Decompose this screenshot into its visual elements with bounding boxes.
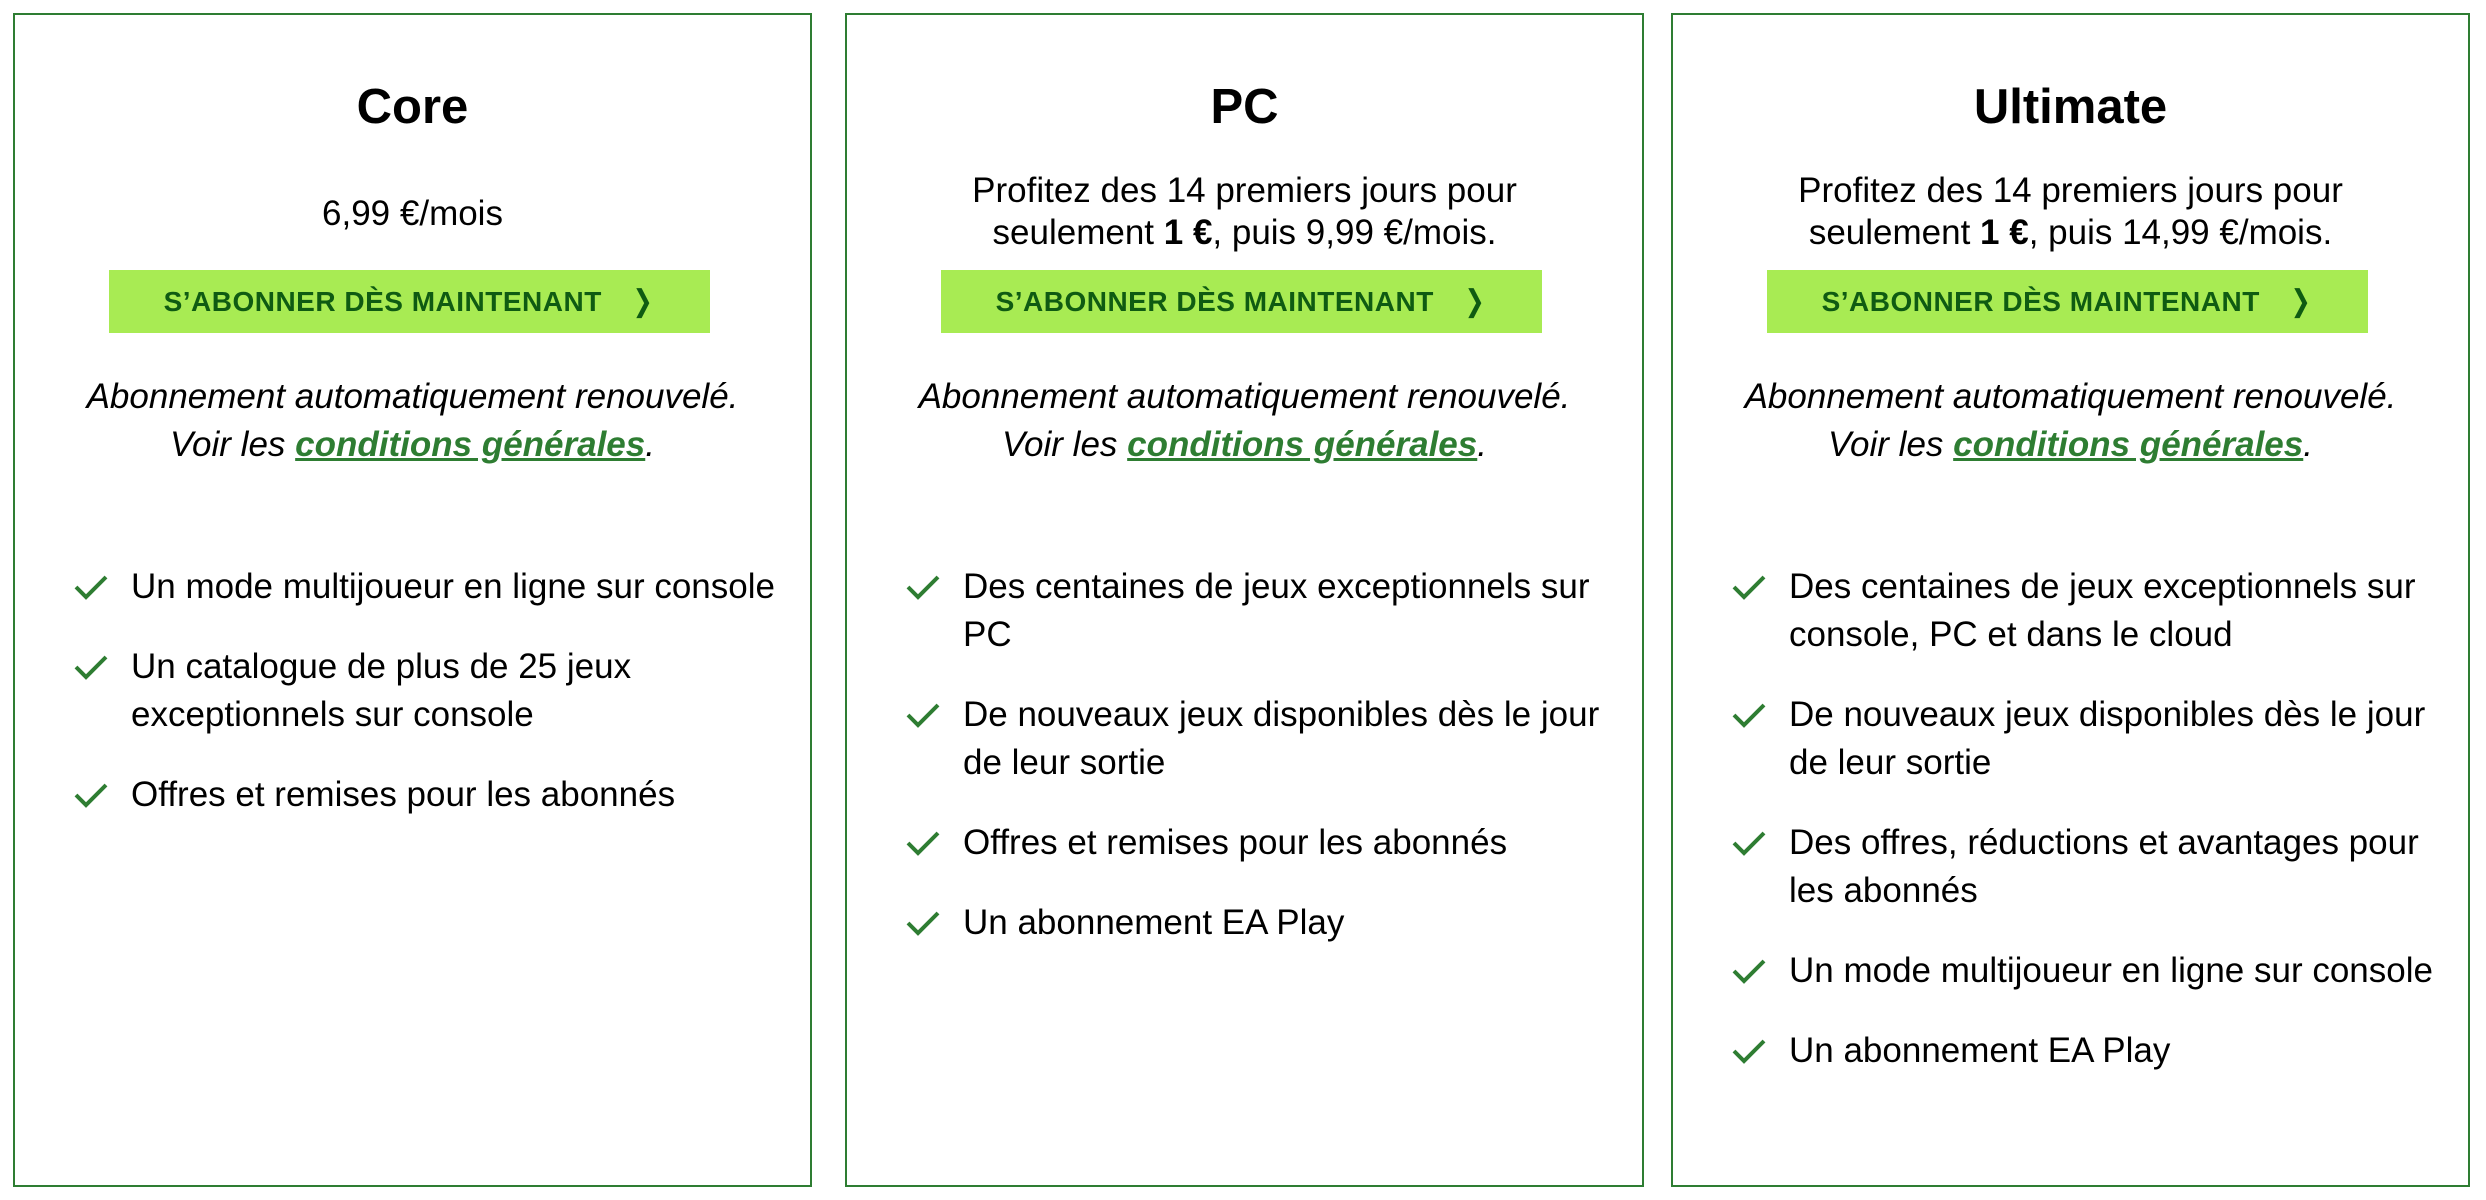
terms-link[interactable]: conditions générales (1127, 425, 1478, 464)
terms-suffix: . (1477, 425, 1487, 464)
check-icon (905, 701, 941, 729)
feature-list (905, 563, 1622, 979)
feature-item (905, 899, 1622, 947)
terms-suffix: . (645, 425, 655, 464)
feature-text: De nouveaux jeux disponibles dès le jour de leur sortie (1789, 695, 2426, 782)
feature-item (73, 771, 790, 819)
terms-line (867, 421, 1622, 469)
plan-title: PC (1210, 80, 1279, 134)
feature-text: De nouveaux jeux disponibles dès le jour de leur sortie (963, 695, 1600, 782)
subscribe-now-button[interactable] (109, 270, 710, 333)
check-icon (905, 909, 941, 937)
price-prefix: Profitez des 14 premiers jours pour seulement (972, 171, 1517, 252)
feature-item (1731, 691, 2448, 787)
renewal-text: Abonnement automatiquement renouvelé. (918, 377, 1571, 416)
terms-link[interactable]: conditions générales (1953, 425, 2304, 464)
feature-item (1731, 819, 2448, 915)
renewal-text: Abonnement automatiquement renouvelé. (1744, 377, 2397, 416)
plan-card-ultimate (1671, 13, 2470, 1187)
feature-text: Un abonnement EA Play (963, 903, 1345, 942)
feature-item (73, 563, 790, 611)
renewal-note (35, 373, 790, 469)
feature-item (1731, 947, 2448, 995)
terms-line (1693, 421, 2448, 469)
subscribe-button-label: S’ABONNER DÈS MAINTENANT (163, 285, 602, 317)
feature-text: Offres et remises pour les abonnés (963, 823, 1508, 862)
subscribe-button-label: S’ABONNER DÈS MAINTENANT (995, 285, 1434, 317)
check-icon (73, 781, 109, 809)
check-icon (905, 573, 941, 601)
feature-text: Un mode multijoueur en ligne sur console (1789, 951, 2433, 990)
price-bold: 1 € (1980, 213, 2029, 252)
price-bold: 1 € (1163, 213, 1213, 252)
feature-item (1731, 1027, 2448, 1075)
feature-list (1731, 563, 2448, 1107)
price-suffix: , puis 14,99 €/mois. (2028, 213, 2333, 252)
terms-prefix: Voir les (170, 425, 296, 464)
feature-item (905, 563, 1622, 659)
check-icon (73, 653, 109, 681)
feature-text: Un abonnement EA Play (1789, 1031, 2171, 1070)
terms-line (35, 421, 790, 469)
subscribe-button-label: S’ABONNER DÈS MAINTENANT (1821, 285, 2260, 317)
chevron-right-icon: ❯ (1464, 285, 1485, 318)
plan-title: Ultimate (1973, 80, 2168, 134)
check-icon (1731, 573, 1767, 601)
plan-price: 6,99 €/mois (322, 194, 503, 233)
feature-item (905, 691, 1622, 787)
plan-title: Core (356, 80, 469, 134)
check-icon (1731, 957, 1767, 985)
feature-text: Des centaines de jeux exceptionnels sur PC (963, 567, 1590, 654)
feature-item (1731, 563, 2448, 659)
feature-text: Offres et remises pour les abonnés (131, 775, 676, 814)
check-icon (1731, 829, 1767, 857)
plan-card-pc (845, 13, 1644, 1187)
terms-prefix: Voir les (1828, 425, 1954, 464)
feature-item (73, 643, 790, 739)
check-icon (1731, 1037, 1767, 1065)
chevron-right-icon: ❯ (2290, 285, 2311, 318)
plan-card-core (13, 13, 812, 1187)
subscribe-now-button[interactable] (941, 270, 1542, 333)
price-prefix: Profitez des 14 premiers jours pour seulement (1798, 171, 2343, 252)
terms-prefix: Voir les (1002, 425, 1128, 464)
feature-text: Un mode multijoueur en ligne sur console (131, 567, 775, 606)
feature-item (905, 819, 1622, 867)
plan-price (1713, 170, 2428, 254)
check-icon (905, 829, 941, 857)
check-icon (1731, 701, 1767, 729)
renewal-note (867, 373, 1622, 469)
feature-list (73, 563, 790, 851)
terms-suffix: . (2303, 425, 2313, 464)
price-suffix: , puis 9,99 €/mois. (1212, 213, 1497, 252)
feature-text: Des offres, réductions et avantages pour les abonnés (1789, 823, 2419, 910)
chevron-right-icon: ❯ (632, 285, 653, 318)
renewal-text: Abonnement automatiquement renouvelé. (86, 377, 739, 416)
renewal-note (1693, 373, 2448, 469)
feature-text: Un catalogue de plus de 25 jeux exceptionnels sur console (131, 647, 632, 734)
feature-text: Des centaines de jeux exceptionnels sur console, PC et dans le cloud (1789, 567, 2416, 654)
plan-price (887, 170, 1602, 254)
subscribe-now-button[interactable] (1767, 270, 2368, 333)
terms-link[interactable]: conditions générales (295, 425, 646, 464)
check-icon (73, 573, 109, 601)
